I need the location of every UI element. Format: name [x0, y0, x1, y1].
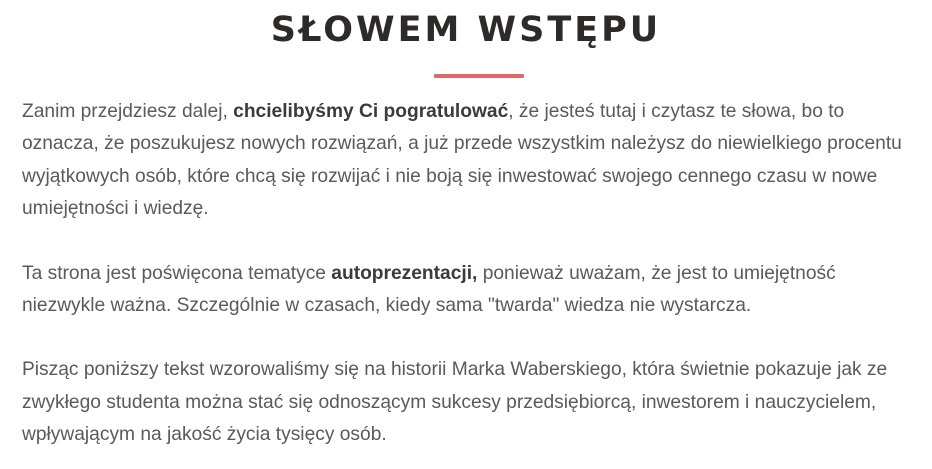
section-title: SŁOWEM WSTĘPU — [270, 10, 662, 50]
paragraph-bold-text: chcielibyśmy Ci pogratulować — [233, 101, 509, 122]
intro-paragraph-1 — [22, 96, 922, 226]
paragraph-text: , że jesteś tutaj i czytasz te słowa, bo to oznacza, że poszukujesz nowych rozwiązań, a już przede wszystkim należysz do niewielkiego procentu wyjątkowych osób, które chcą się rozwijać i nie boją się inwestować swojego cennego czasu w nowe umiejętności i wiedzę. — [22, 101, 902, 220]
title-underline-divider — [434, 74, 524, 78]
paragraph-text: ponieważ uważam, że jest to umiejętność niezwykle ważna. Szczególnie w czasach, kiedy sama "twarda" wiedza nie wystarcza. — [22, 262, 836, 317]
paragraph-bold-text: autoprezentacji, — [331, 262, 478, 284]
paragraph-text: Zanim przejdziesz dalej, — [22, 101, 234, 122]
paragraph-text: Ta strona jest poświęcona tematyce — [22, 262, 332, 284]
intro-paragraph-3: Pisząc poniższy tekst wzorowaliśmy się na historii Marka Waberskiego, która świetnie pokazuje jak ze zwykłego studenta można stać się odnoszącym sukcesy przedsiębiorcą, inwestorem i nauczycielem, wpływającym na jakość życia tysięcy osób. — [22, 359, 888, 446]
intro-paragraph-2 — [22, 258, 922, 323]
intro-content — [22, 96, 922, 452]
